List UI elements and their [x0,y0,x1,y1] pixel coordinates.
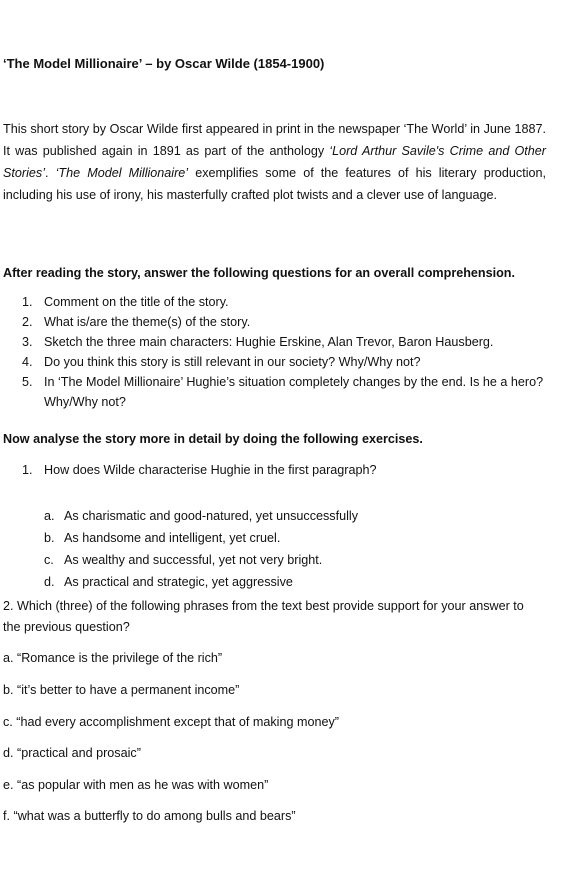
question-text: In ‘The Model Millionaire’ Hughie’s situation completely changes by the end. Is he a hero? Why/Why not? [44,375,544,409]
exercise-2-question: 2. Which (three) of the following phrases from the text best provide support for your answer to the previous question? [3,599,524,634]
phrase-option: b. “it’s better to have a permanent income” [3,683,240,697]
comprehension-heading: After reading the story, answer the following questions for an overall comprehension. [3,266,515,280]
option-item [3,527,358,549]
option-text: As practical and strategic, yet aggressive [64,575,293,589]
intro-text-3: exemplifies some of the features of his literary production, including his use of irony, his masterfully crafted plot twists and a clever use of language. [3,166,547,202]
question-number: 2. [22,315,33,329]
question-number: 4. [22,355,33,369]
intro-text-2: . [45,166,56,180]
comprehension-questions [3,292,547,412]
option-letter: a. [44,509,55,523]
analysis-heading: Now analyse the story more in detail by doing the following exercises. [3,432,423,446]
exercise-number: 1. [22,463,33,477]
question-number: 1. [22,295,33,309]
question-text: What is/are the theme(s) of the story. [44,315,251,329]
option-item [3,571,358,593]
phrase-option: e. “as popular with men as he was with women” [3,778,269,792]
intro-paragraph [3,118,546,206]
phrase-option: c. “had every accomplishment except that of making money” [3,715,339,729]
question-number: 5. [22,375,33,389]
option-text: As charismatic and good-natured, yet unsuccessfully [64,509,359,523]
option-text: As handsome and intelligent, yet cruel. [64,531,281,545]
intro-text-1: This short story by Oscar Wilde first appeared in print in the newspaper ‘The World’ in June 1887. It was published again in 1891 as part of the anthology [3,122,546,158]
option-letter: c. [44,553,54,567]
phrase-option: d. “practical and prosaic” [3,746,141,760]
question-text: Sketch the three main characters: Hughie Erskine, Alan Trevor, Baron Hausberg. [44,335,494,349]
phrase-option: f. “what was a butterfly to do among bulls and bears” [3,809,296,823]
question-item [3,292,547,312]
document-title: ‘The Model Millionaire’ – by Oscar Wilde (1854-1900) [3,56,325,71]
question-number: 3. [22,335,33,349]
question-item [3,352,547,372]
option-text: As wealthy and successful, yet not very bright. [64,553,323,567]
option-item [3,505,358,527]
option-letter: b. [44,531,55,545]
intro-story-title: ‘The Model Millionaire’ [55,166,189,180]
question-text: Do you think this story is still relevant in our society? Why/Why not? [44,355,421,369]
question-item [3,372,547,412]
question-item [3,332,547,352]
option-letter: d. [44,575,55,589]
intro-anthology-title: ‘Lord Arthur Savile's Crime and Other Stories’ [3,144,547,180]
question-item [3,312,547,332]
exercise-text: How does Wilde characterise Hughie in the first paragraph? [44,463,377,477]
phrase-option: a. “Romance is the privilege of the rich” [3,651,223,665]
question-text: Comment on the title of the story. [44,295,229,309]
option-item [3,549,358,571]
exercise-1-options [3,505,358,593]
